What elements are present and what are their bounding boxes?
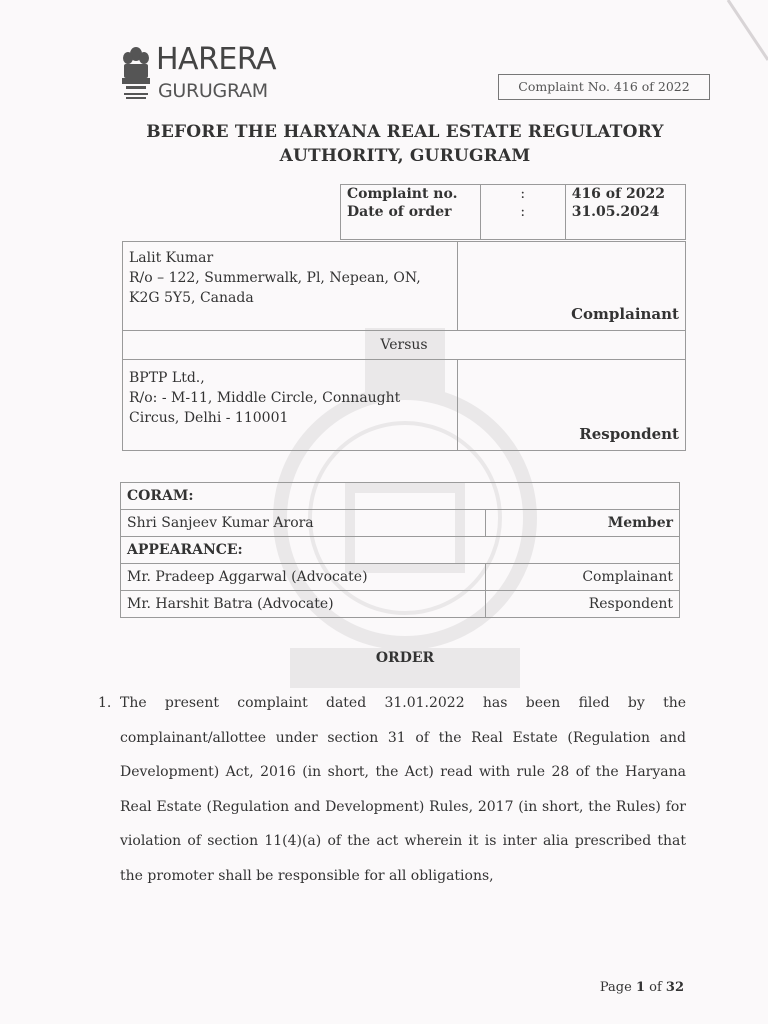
meta-row (341, 185, 686, 204)
harera-logo (120, 42, 277, 106)
appearance-label: APPEARANCE: (121, 537, 680, 564)
meta-separator: : (480, 203, 565, 240)
meta-value: 416 of 2022 (565, 185, 685, 204)
appearance-for: Complainant (486, 564, 680, 591)
appearance-name: Mr. Pradeep Aggarwal (Advocate) (121, 564, 486, 591)
paragraph-text: The present complaint dated 31.01.2022 has been filed by the complainant/allottee under section 31 of the Real Estate (Regulation and Development) Act, 2016 (in short, the Act) read with rule 28 of the Haryana Real Estate (Regulation and Development) Rules, 2017 (in short, the Rules) for violation of section 11(4)(a) of the act wherein it is inter alia prescribed that the promoter shall be responsible for all obligations, (120, 695, 686, 884)
page-prefix: Page (599, 980, 636, 995)
meta-label: Complaint no. (341, 185, 481, 204)
member-row (121, 510, 680, 537)
national-emblem-icon (120, 44, 152, 102)
order-title: ORDER (375, 650, 435, 666)
meta-value: 31.05.2024 (565, 203, 685, 240)
complainant-address-1: R/o – 122, Summerwalk, Pl, Nepean, ON, (129, 270, 421, 286)
heading-line-2: AUTHORITY, GURUGRAM (279, 146, 531, 166)
meta-separator: : (480, 185, 565, 204)
versus-row (123, 331, 686, 360)
page-current: 1 (635, 980, 645, 995)
meta-label: Date of order (341, 203, 481, 240)
versus-label: Versus (123, 331, 686, 360)
parties-table (122, 241, 686, 451)
member-role: Member (486, 510, 680, 537)
complainant-name: Lalit Kumar (129, 250, 214, 266)
logo-text-gurugram: GURUGRAM (158, 80, 268, 102)
complainant-role: Complainant (458, 242, 686, 331)
page-fold-mark (708, 0, 768, 80)
page-total: 32 (665, 980, 684, 995)
appearance-for: Respondent (486, 591, 680, 618)
complaint-meta-table (340, 184, 686, 240)
respondent-address-2: Circus, Delhi - 110001 (129, 410, 289, 426)
respondent-name: BPTP Ltd., (129, 370, 205, 386)
page-number (600, 980, 684, 995)
coram-label: CORAM: (121, 483, 680, 510)
appearance-name: Mr. Harshit Batra (Advocate) (121, 591, 486, 618)
logo-text-harera: HARERA (156, 42, 277, 77)
complainant-row (123, 242, 686, 331)
respondent-row (123, 360, 686, 451)
appearance-row (121, 564, 680, 591)
respondent-address-1: R/o: - M-11, Middle Circle, Connaught (129, 390, 401, 406)
coram-label-row (121, 483, 680, 510)
complainant-details (123, 242, 458, 331)
heading-line-1: BEFORE THE HARYANA REAL ESTATE REGULATORY (146, 122, 664, 142)
appearance-row (121, 591, 680, 618)
complainant-address-2: K2G 5Y5, Canada (129, 290, 254, 306)
respondent-role: Respondent (458, 360, 686, 451)
paragraph-number: 1. (98, 695, 112, 711)
meta-row (341, 203, 686, 240)
respondent-details (123, 360, 458, 451)
document-heading (120, 120, 690, 168)
page-of: of (645, 980, 666, 995)
complaint-number-box: Complaint No. 416 of 2022 (498, 74, 710, 100)
coram-table (120, 482, 680, 618)
member-name: Shri Sanjeev Kumar Arora (121, 510, 486, 537)
appearance-label-row (121, 537, 680, 564)
